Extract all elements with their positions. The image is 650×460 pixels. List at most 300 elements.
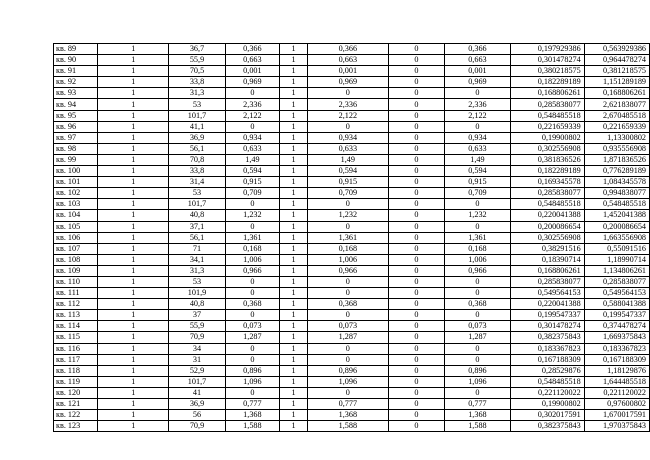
table-row [54,177,650,188]
cell-count: 1 [98,177,169,188]
cell-value-a: 1,287 [225,332,280,343]
cell-apartment-number: кв. 110 [54,276,98,287]
cell-factor: 1 [280,254,308,265]
cell-value-a: 0,896 [225,365,280,376]
cell-value-a: 0 [225,276,280,287]
cell-value-b: 1,49 [308,154,389,165]
table-row [54,154,650,165]
cell-value-d: 2,122 [445,110,510,121]
cell-area: 101,9 [169,288,225,299]
cell-value-b: 0,594 [308,166,389,177]
cell-share: 0,169345578 [510,177,584,188]
cell-value-b: 0,663 [308,55,389,66]
cell-factor: 1 [280,66,308,77]
cell-value-d: 0,368 [445,299,510,310]
cell-share: 0,302556908 [510,232,584,243]
cell-total: 0,221120022 [584,387,649,398]
cell-share: 0,200086654 [510,221,584,232]
cell-value-d: 0,663 [445,55,510,66]
cell-value-b: 1,588 [308,421,389,432]
cell-value-c: 0 [388,166,445,177]
cell-count: 1 [98,410,169,421]
cell-value-d: 0 [445,199,510,210]
cell-factor: 1 [280,177,308,188]
table-row [54,376,650,387]
cell-apartment-number: кв. 119 [54,376,98,387]
cell-apartment-number: кв. 102 [54,188,98,199]
cell-value-c: 0 [388,365,445,376]
cell-apartment-number: кв. 104 [54,210,98,221]
cell-value-b: 1,368 [308,410,389,421]
table-row [54,243,650,254]
cell-value-c: 0 [388,232,445,243]
cell-apartment-number: кв. 91 [54,66,98,77]
cell-value-b: 0,366 [308,44,389,55]
cell-apartment-number: кв. 117 [54,354,98,365]
cell-value-b: 0,777 [308,399,389,410]
cell-value-d: 0,001 [445,66,510,77]
cell-apartment-number: кв. 101 [54,177,98,188]
cell-value-a: 0,915 [225,177,280,188]
cell-count: 1 [98,210,169,221]
cell-count: 1 [98,254,169,265]
cell-total: 0,374478274 [584,321,649,332]
cell-value-d: 1,287 [445,332,510,343]
cell-total: 0,563929386 [584,44,649,55]
cell-factor: 1 [280,376,308,387]
cell-value-b: 0,915 [308,177,389,188]
cell-value-b: 0 [308,354,389,365]
cell-value-c: 0 [388,210,445,221]
cell-apartment-number: кв. 118 [54,365,98,376]
cell-value-b: 0,168 [308,243,389,254]
cell-value-d: 0 [445,343,510,354]
cell-value-d: 0,896 [445,365,510,376]
cell-value-a: 1,361 [225,232,280,243]
cell-area: 101,7 [169,376,225,387]
cell-total: 0,168806261 [584,88,649,99]
cell-count: 1 [98,55,169,66]
cell-share: 0,199547337 [510,310,584,321]
cell-value-b: 1,006 [308,254,389,265]
cell-area: 56 [169,410,225,421]
cell-apartment-number: кв. 113 [54,310,98,321]
cell-count: 1 [98,110,169,121]
cell-factor: 1 [280,399,308,410]
cell-count: 1 [98,265,169,276]
cell-total: 1,18990714 [584,254,649,265]
cell-value-d: 1,232 [445,210,510,221]
cell-factor: 1 [280,243,308,254]
cell-share: 0,197929386 [510,44,584,55]
cell-value-d: 0 [445,88,510,99]
cell-area: 70,5 [169,66,225,77]
cell-value-a: 2,122 [225,110,280,121]
cell-factor: 1 [280,44,308,55]
table-row [54,254,650,265]
cell-apartment-number: кв. 109 [54,265,98,276]
cell-apartment-number: кв. 90 [54,55,98,66]
cell-value-a: 0,663 [225,55,280,66]
cell-value-b: 0 [308,88,389,99]
cell-area: 36,7 [169,44,225,55]
cell-value-c: 0 [388,299,445,310]
cell-factor: 1 [280,410,308,421]
cell-total: 0,548485518 [584,199,649,210]
cell-share: 0,19900802 [510,132,584,143]
cell-count: 1 [98,199,169,210]
cell-count: 1 [98,154,169,165]
cell-share: 0,548485518 [510,376,584,387]
cell-factor: 1 [280,221,308,232]
table-row [54,332,650,343]
cell-value-d: 0,915 [445,177,510,188]
cell-share: 0,182289189 [510,77,584,88]
cell-apartment-number: кв. 114 [54,321,98,332]
cell-value-b: 0,709 [308,188,389,199]
cell-value-b: 1,361 [308,232,389,243]
cell-total: 1,18129876 [584,365,649,376]
cell-apartment-number: кв. 116 [54,343,98,354]
cell-area: 70,9 [169,332,225,343]
cell-area: 37,1 [169,221,225,232]
table-row [54,188,650,199]
cell-value-a: 0,709 [225,188,280,199]
cell-share: 0,167188309 [510,354,584,365]
cell-total: 0,221659339 [584,121,649,132]
cell-factor: 1 [280,121,308,132]
cell-total: 0,994838077 [584,188,649,199]
cell-area: 40,8 [169,210,225,221]
cell-share: 0,381836526 [510,154,584,165]
cell-value-b: 0 [308,221,389,232]
cell-apartment-number: кв. 99 [54,154,98,165]
cell-apartment-number: кв. 94 [54,99,98,110]
cell-value-c: 0 [388,410,445,421]
cell-apartment-number: кв. 100 [54,166,98,177]
cell-value-c: 0 [388,354,445,365]
cell-factor: 1 [280,365,308,376]
cell-total: 0,167188309 [584,354,649,365]
cell-total: 1,084345578 [584,177,649,188]
cell-apartment-number: кв. 107 [54,243,98,254]
table-row [54,276,650,287]
cell-area: 36,9 [169,132,225,143]
cell-value-c: 0 [388,265,445,276]
cell-apartment-number: кв. 106 [54,232,98,243]
table-row [54,110,650,121]
cell-area: 71 [169,243,225,254]
cell-value-d: 0 [445,310,510,321]
cell-value-c: 0 [388,77,445,88]
cell-value-b: 0,073 [308,321,389,332]
cell-value-c: 0 [388,343,445,354]
cell-value-c: 0 [388,288,445,299]
cell-apartment-number: кв. 120 [54,387,98,398]
cell-value-b: 0 [308,276,389,287]
cell-value-c: 0 [388,66,445,77]
cell-share: 0,220041388 [510,299,584,310]
table-row [54,44,650,55]
cell-value-a: 0 [225,221,280,232]
cell-total: 0,776289189 [584,166,649,177]
cell-value-d: 0,366 [445,44,510,55]
cell-count: 1 [98,232,169,243]
cell-count: 1 [98,143,169,154]
cell-total: 0,964478274 [584,55,649,66]
cell-count: 1 [98,421,169,432]
cell-area: 53 [169,99,225,110]
cell-area: 34 [169,343,225,354]
cell-value-a: 0,368 [225,299,280,310]
cell-value-d: 0,709 [445,188,510,199]
cell-total: 0,381218575 [584,66,649,77]
cell-share: 0,549564153 [510,288,584,299]
cell-area: 101,7 [169,110,225,121]
cell-value-a: 1,49 [225,154,280,165]
table-row [54,310,650,321]
cell-value-c: 0 [388,99,445,110]
cell-share: 0,182289189 [510,166,584,177]
cell-count: 1 [98,44,169,55]
cell-apartment-number: кв. 121 [54,399,98,410]
cell-value-b: 1,232 [308,210,389,221]
cell-value-c: 0 [388,199,445,210]
cell-count: 1 [98,310,169,321]
cell-area: 55,9 [169,321,225,332]
cell-factor: 1 [280,276,308,287]
cell-value-c: 0 [388,221,445,232]
apartment-data-table [53,43,650,432]
cell-area: 41,1 [169,121,225,132]
cell-apartment-number: кв. 103 [54,199,98,210]
cell-total: 1,669375843 [584,332,649,343]
cell-count: 1 [98,354,169,365]
table-row [54,77,650,88]
cell-value-c: 0 [388,399,445,410]
cell-total: 2,670485518 [584,110,649,121]
cell-value-c: 0 [388,332,445,343]
cell-value-a: 0 [225,354,280,365]
cell-total: 1,644485518 [584,376,649,387]
cell-value-a: 0 [225,199,280,210]
cell-factor: 1 [280,265,308,276]
cell-area: 37 [169,310,225,321]
table-row [54,143,650,154]
cell-total: 1,151289189 [584,77,649,88]
cell-total: 0,183367823 [584,343,649,354]
cell-value-c: 0 [388,177,445,188]
cell-value-b: 0,966 [308,265,389,276]
cell-count: 1 [98,299,169,310]
table-row [54,66,650,77]
cell-factor: 1 [280,421,308,432]
cell-apartment-number: кв. 97 [54,132,98,143]
table-row [54,288,650,299]
cell-factor: 1 [280,166,308,177]
cell-value-b: 2,122 [308,110,389,121]
cell-share: 0,301478274 [510,321,584,332]
cell-area: 40,8 [169,299,225,310]
cell-factor: 1 [280,110,308,121]
cell-share: 0,285838077 [510,99,584,110]
cell-value-d: 0,966 [445,265,510,276]
cell-count: 1 [98,288,169,299]
cell-value-c: 0 [388,88,445,99]
cell-value-b: 0,896 [308,365,389,376]
cell-apartment-number: кв. 123 [54,421,98,432]
table-row [54,199,650,210]
cell-value-c: 0 [388,55,445,66]
cell-value-d: 0,633 [445,143,510,154]
cell-count: 1 [98,66,169,77]
cell-factor: 1 [280,99,308,110]
cell-total: 0,97600802 [584,399,649,410]
cell-value-d: 1,006 [445,254,510,265]
cell-value-d: 0 [445,387,510,398]
cell-count: 1 [98,332,169,343]
table-row [54,55,650,66]
cell-share: 0,302017591 [510,410,584,421]
cell-factor: 1 [280,132,308,143]
cell-value-c: 0 [388,243,445,254]
cell-value-d: 0 [445,288,510,299]
cell-count: 1 [98,121,169,132]
cell-value-b: 2,336 [308,99,389,110]
cell-factor: 1 [280,299,308,310]
cell-share: 0,380218575 [510,66,584,77]
cell-total: 2,621838077 [584,99,649,110]
cell-value-b: 0,001 [308,66,389,77]
cell-value-a: 1,232 [225,210,280,221]
cell-area: 33,8 [169,166,225,177]
cell-apartment-number: кв. 95 [54,110,98,121]
cell-value-a: 0,633 [225,143,280,154]
cell-value-d: 0,594 [445,166,510,177]
cell-factor: 1 [280,188,308,199]
cell-value-b: 0 [308,288,389,299]
cell-factor: 1 [280,199,308,210]
table-body [54,44,650,432]
table-row [54,232,650,243]
cell-area: 34,1 [169,254,225,265]
cell-factor: 1 [280,321,308,332]
cell-value-a: 1,368 [225,410,280,421]
cell-apartment-number: кв. 108 [54,254,98,265]
cell-area: 53 [169,276,225,287]
cell-share: 0,28529876 [510,365,584,376]
cell-total: 0,199547337 [584,310,649,321]
cell-value-a: 0 [225,343,280,354]
cell-total: 1,452041388 [584,210,649,221]
cell-value-a: 2,336 [225,99,280,110]
cell-total: 1,871836526 [584,154,649,165]
cell-area: 33,8 [169,77,225,88]
cell-count: 1 [98,276,169,287]
cell-value-a: 0,073 [225,321,280,332]
cell-factor: 1 [280,288,308,299]
cell-value-d: 0 [445,121,510,132]
cell-count: 1 [98,243,169,254]
cell-count: 1 [98,77,169,88]
cell-factor: 1 [280,332,308,343]
cell-value-a: 0,168 [225,243,280,254]
cell-value-d: 2,336 [445,99,510,110]
cell-value-d: 0,934 [445,132,510,143]
cell-total: 0,285838077 [584,276,649,287]
cell-apartment-number: кв. 105 [54,221,98,232]
cell-value-a: 0 [225,310,280,321]
cell-value-a: 0,966 [225,265,280,276]
table-row [54,132,650,143]
cell-value-c: 0 [388,132,445,143]
cell-value-a: 0,777 [225,399,280,410]
cell-factor: 1 [280,143,308,154]
cell-count: 1 [98,88,169,99]
cell-value-d: 1,361 [445,232,510,243]
table-row [54,99,650,110]
cell-total: 0,588041388 [584,299,649,310]
cell-area: 56,1 [169,143,225,154]
cell-count: 1 [98,221,169,232]
cell-share: 0,18390714 [510,254,584,265]
cell-value-b: 1,096 [308,376,389,387]
table-row [54,88,650,99]
cell-share: 0,548485518 [510,110,584,121]
table-row [54,365,650,376]
cell-apartment-number: кв. 89 [54,44,98,55]
cell-value-a: 0,594 [225,166,280,177]
cell-value-c: 0 [388,188,445,199]
cell-apartment-number: кв. 92 [54,77,98,88]
cell-share: 0,285838077 [510,188,584,199]
cell-area: 53 [169,188,225,199]
cell-value-b: 0,368 [308,299,389,310]
cell-apartment-number: кв. 96 [54,121,98,132]
cell-value-b: 0,934 [308,132,389,143]
cell-total: 1,670017591 [584,410,649,421]
cell-apartment-number: кв. 111 [54,288,98,299]
cell-factor: 1 [280,387,308,398]
cell-value-c: 0 [388,310,445,321]
cell-area: 31,3 [169,88,225,99]
cell-apartment-number: кв. 98 [54,143,98,154]
cell-area: 36,9 [169,399,225,410]
cell-value-d: 0,969 [445,77,510,88]
cell-value-b: 1,287 [308,332,389,343]
cell-factor: 1 [280,55,308,66]
cell-factor: 1 [280,354,308,365]
cell-share: 0,221120022 [510,387,584,398]
table-row [54,354,650,365]
cell-total: 0,200086654 [584,221,649,232]
cell-factor: 1 [280,232,308,243]
cell-value-b: 0 [308,343,389,354]
table-row [54,299,650,310]
cell-total: 1,970375843 [584,421,649,432]
cell-total: 1,134806261 [584,265,649,276]
cell-factor: 1 [280,88,308,99]
cell-value-d: 1,49 [445,154,510,165]
cell-area: 70,8 [169,154,225,165]
cell-total: 1,663556908 [584,232,649,243]
cell-apartment-number: кв. 122 [54,410,98,421]
cell-count: 1 [98,399,169,410]
cell-value-b: 0 [308,199,389,210]
cell-factor: 1 [280,343,308,354]
cell-value-c: 0 [388,276,445,287]
cell-share: 0,183367823 [510,343,584,354]
